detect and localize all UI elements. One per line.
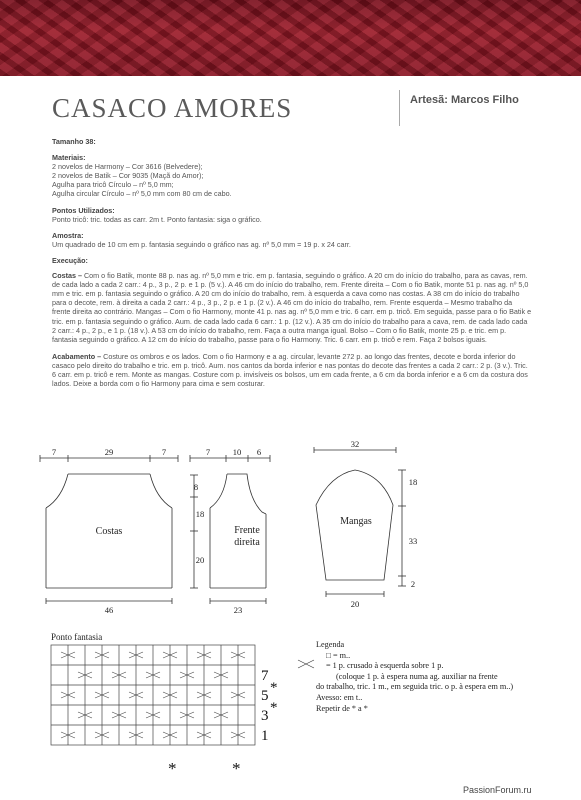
artisan-name: Artesã: Marcos Filho <box>410 94 519 106</box>
side-dim-20: 20 <box>195 555 205 565</box>
side-dim-8: 8 <box>193 482 199 492</box>
frente-dim-mid: 10 <box>232 447 242 457</box>
side-dim-18: 18 <box>195 509 205 519</box>
costas-label: Costas – <box>52 271 82 281</box>
watermark: PassionForum.ru <box>463 785 532 795</box>
costas-label: Costas <box>95 526 123 537</box>
finishing-text: Costure os ombros e os lados. Com o fio Harmony e a ag. circular, levante 272 p. ao longo das frentes, decote e borda inferior do casaco pelo direito do trabalho e tric. em p. tricô. Aum. nos cantos da borda inferior e nas pontas do decote das frentes a cada 2 carr.: 2 p. (3 v.). Tric. 6 carr. em p. tricô e rem. Monte as mangas. Costure com p. invisíveis os bolsos, um em cada frente, a 6 cm da borda inferior e a 6 cm da costura dos lados. Deixe a borda com o fio Harmony para cima e sem costurar. <box>52 351 528 389</box>
stitches-heading: Pontos Utilizados: <box>52 205 115 215</box>
costas-dim-bottom: 46 <box>104 605 114 615</box>
costas-dim-left: 7 <box>51 447 57 457</box>
finishing-label: Acabamento – <box>52 351 102 361</box>
materials-line: Agulha circular Círculo – nº 5,0 mm com 80 cm de cabo. <box>52 189 232 199</box>
materials-line: Agulha para tricô Círculo – nº 5,0 mm; <box>52 180 174 190</box>
frente-dim-left: 7 <box>205 447 211 457</box>
frente-dim-bottom: 23 <box>233 605 243 615</box>
legend-item-cross-detail: (coloque 1 p. à espera numa ag. auxiliar na frente <box>336 671 498 681</box>
execution-rest: Frente direita – Com o fio Batik, monte 51 p. nas ag. nº 5,0 mm e tric. em p. fantasia seguindo o gráfico. A 20 cm do início do trabalho, rem. à esquerda a cava como nas costas. A 38 cm do início do trabalho para o decote, rem. à direita a cada 2 carr.: 4 p., 3 p., 2 p. e 1 p. (2 v.). A 46 cm do início do trabalho, rem. Frente esquerda – Mesmo trabalho da frente direita ao contrário. Mangas – Com o fio Harmony, monte 41 p. nas ag. nº 5,0 mm e tric. 6 carr. em p. tricô. Em seguida, passe para o fio Batik e tric. em p. fantasia seguindo o gráfico. Aum. de cada lado cada 6 carr.: 1 p. (12 v.). A 35 cm do início do trabalho para a cava, rem. de cada lado cada 2 carr.: 4 p., 2 p., e 1 p. (18 v.). A 53 cm do início do trabalho, rem. Faça a outra manga igual. Bolso – Com o fio Batik, monte 25 p. e tric. em p. fantasia seguindo o gráfico. A 12 cm do início do trabalho, passe para o fio Harmony. Tric. 6 carr. em p. tricô e rem. Faça 2 bolsos iguais. <box>52 280 532 344</box>
costas-text: Com o fio Batik, monte 88 p. nas ag. nº 5,0 mm e tric. em p. fantasia, seguindo o gráfico. A 20 cm do início do trabalho, para as cavas, rem. de cada lado a cada 2 carr.: 4 p., 3 p., 2 p. e 1 p. (5 v.). A 46 cm do início do trabalho, rem. <box>52 271 528 290</box>
repeat-star-left: * <box>168 759 177 778</box>
legend-item-repeat: Repetir de * a * <box>316 703 368 713</box>
mangas-dim-33: 33 <box>408 536 418 546</box>
mangas-dim-2: 2 <box>410 579 416 589</box>
row-number-7: 7 <box>261 668 269 684</box>
costas-dim-right: 7 <box>161 447 167 457</box>
materials-heading: Materiais: <box>52 153 86 163</box>
row-number-3: 3 <box>261 708 269 724</box>
mangas-dim-18: 18 <box>408 477 418 487</box>
costas-dim-mid: 29 <box>104 447 114 457</box>
chart-label: Ponto fantasia <box>51 632 103 642</box>
row-number-5: 5 <box>261 688 269 704</box>
legend-item-reverse: Avesso: em t.. <box>316 692 363 702</box>
row-number-1: 1 <box>261 728 269 744</box>
sample-text: Um quadrado de 10 cm em p. fantasia seguindo o gráfico nas ag. nº 5,0 mm = 19 p. x 24 carr. <box>52 239 351 249</box>
stitches-text: Ponto tricô: tric. todas as carr. 2m t. Ponto fantasia: siga o gráfico. <box>52 214 262 224</box>
mangas-dim-top: 32 <box>350 439 360 449</box>
legend-item-cross: = 1 p. crusado à esquerda sobre 1 p. <box>326 661 444 671</box>
frente-label-2: direita <box>234 537 260 548</box>
legend-item-knit: □ = m.. <box>326 650 351 660</box>
frente-label-1: Frente <box>234 525 260 536</box>
legend-title: Legenda <box>316 640 345 649</box>
frente-dim-right: 6 <box>256 447 262 457</box>
size-heading: Tamanho 38: <box>52 137 96 146</box>
cross-symbol-icon <box>298 660 314 668</box>
row-star-5: * <box>270 700 278 716</box>
materials-line: 2 novelos de Batik – Cor 9035 (Maçã do Amor); <box>52 171 204 181</box>
page-title: CASACO AMORES <box>52 93 293 123</box>
execution-heading: Execução: <box>52 255 88 265</box>
legend-item-cross-detail-2: do trabalho, tric. 1 m., em seguida tric. o p. à espera em m..) <box>316 682 514 692</box>
row-star-7: * <box>270 680 278 696</box>
sample-heading: Amostra: <box>52 230 84 240</box>
repeat-star-right: * <box>232 759 241 778</box>
legend <box>316 640 513 714</box>
stitch-chart-grid <box>51 645 255 745</box>
materials-line: 2 novelos de Harmony – Cor 3616 (Belvedere); <box>52 162 203 172</box>
mangas-dim-bottom: 20 <box>350 599 360 609</box>
mangas-label: Mangas <box>340 516 372 527</box>
costas-left-cavity <box>46 474 80 588</box>
